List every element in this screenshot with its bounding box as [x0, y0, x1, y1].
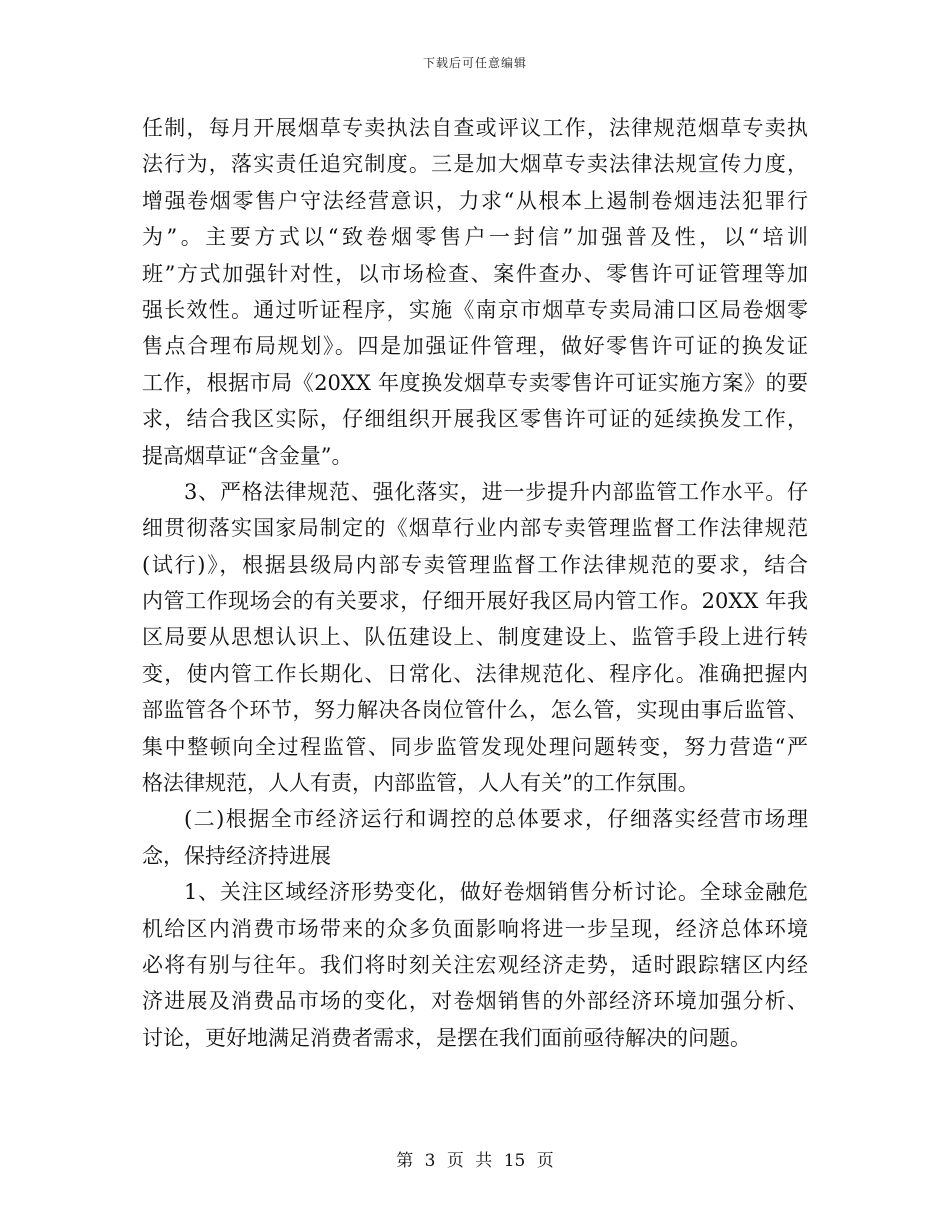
text-line: 强长效性。通过听证程序，实施《南京市烟草专卖局浦口区局卷烟零 [142, 297, 808, 322]
text-line: 区局要从思想认识上、队伍建设上、制度建设上、监管手段上进行转 [142, 625, 808, 650]
section-heading-end-line: 念，保持经济持进展 [142, 843, 331, 868]
text-line: 为”。主要方式以“致卷烟零售户一封信”加强普及性，以“培训 [142, 225, 808, 250]
text-line: 机给区内消费市场带来的众多负面影响将进一步呈现，经济总体环境 [142, 916, 808, 941]
paragraph-start-line: 1、关注区域经济形势变化，做好卷烟销售分析讨论。全球金融危 [184, 880, 808, 905]
text-line: 班”方式加强针对性，以市场检查、案件查办、零售许可证管理等加 [142, 261, 808, 286]
page-number-footer: 第 3 页 共 15 页 [396, 1151, 554, 1171]
text-line: 求，结合我区实际，仔细组织开展我区零售许可证的延续换发工作， [142, 407, 808, 432]
text-line: 济进展及消费品市场的变化，对卷烟销售的外部经济环境加强分析、 [142, 989, 808, 1014]
section-heading-line: (二)根据全市经济运行和调控的总体要求，仔细落实经营市场理 [184, 807, 808, 832]
text-line: 部监管各个环节，努力解决各岗位管什么，怎么管，实现由事后监管、 [142, 698, 808, 723]
text-line: 法行为，落实责任追究制度。三是加大烟草专卖法律法规宣传力度， [142, 152, 808, 177]
paragraph-end-line: 讨论，更好地满足消费者需求，是摆在我们面前亟待解决的问题。 [142, 1025, 751, 1050]
text-line: 内管工作现场会的有关要求，仔细开展好我区局内管工作。20XX 年我 [142, 589, 808, 614]
text-line: (试行)》，根据县级局内部专卖管理监督工作法律规范的要求，结合 [142, 552, 808, 577]
page-header: 下载后可任意编辑 [422, 56, 527, 70]
body-text [142, 110, 808, 1056]
text-line: 必将有别与往年。我们将时刻关注宏观经济走势，适时跟踪辖区内经 [142, 952, 808, 977]
paragraph-end-line: 格法律规范，人人有责，内部监管，人人有关”的工作氛围。 [142, 771, 699, 796]
text-line: 任制，每月开展烟草专卖执法自查或评议工作，法律规范烟草专卖执 [142, 116, 808, 140]
text-line: 增强卷烟零售户守法经营意识，力求“从根本上遏制卷烟违法犯罪行 [142, 188, 808, 213]
text-line: 细贯彻落实国家局制定的《烟草行业内部专卖管理监督工作法律规范 [142, 516, 808, 541]
paragraph-start-line: 3、严格法律规范、强化落实，进一步提升内部监管工作水平。仔 [184, 479, 808, 504]
text-line: 工作，根据市局《20XX 年度换发烟草专卖零售许可证实施方案》的要 [142, 370, 808, 395]
paragraph-end-line: 提高烟草证“含金量”。 [142, 443, 353, 468]
text-line: 变，使内管工作长期化、日常化、法律规范化、程序化。准确把握内 [142, 661, 808, 686]
text-line: 售点合理布局规划》。四是加强证件管理，做好零售许可证的换发证 [142, 334, 808, 359]
text-line: 集中整顿向全过程监管、同步监管发现处理问题转变，努力营造“严 [142, 734, 808, 759]
